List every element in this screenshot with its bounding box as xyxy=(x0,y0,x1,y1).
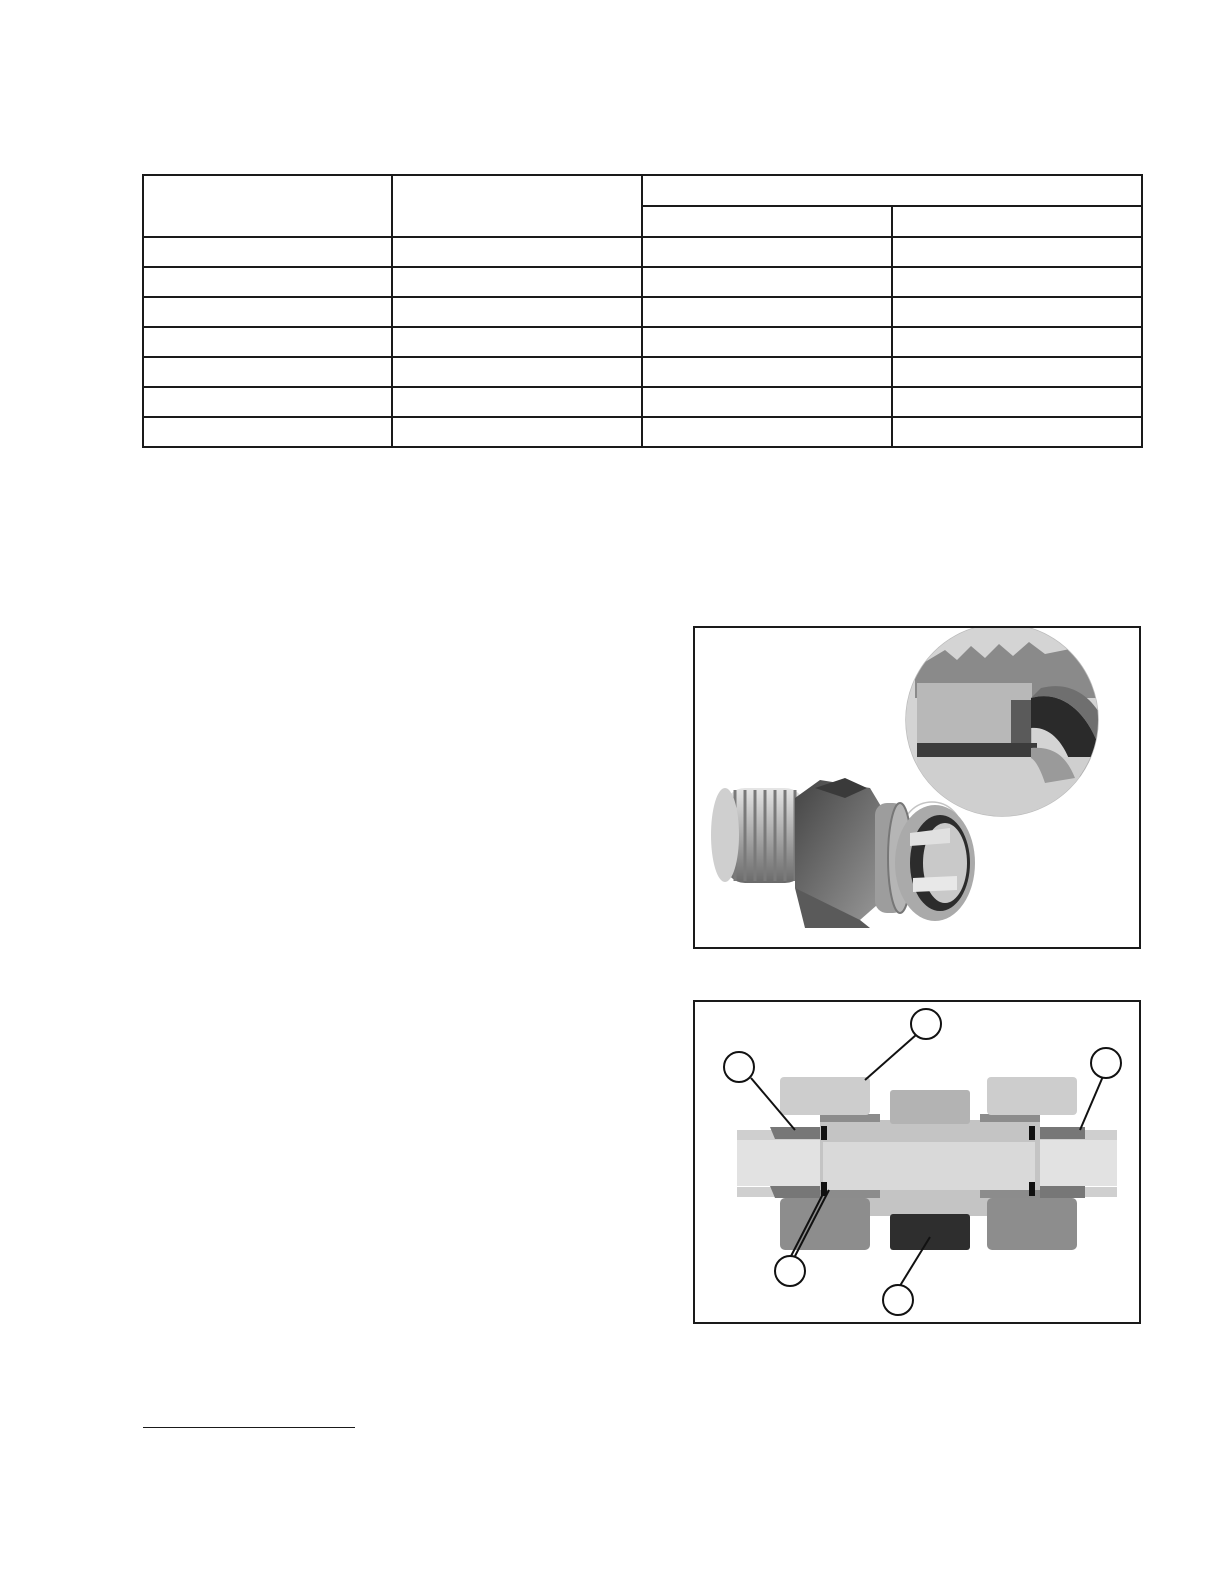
callout-1 xyxy=(724,1052,754,1082)
table-cell xyxy=(392,387,642,417)
table-row xyxy=(143,357,1142,387)
body-hex-top xyxy=(890,1090,970,1124)
table-cell xyxy=(143,327,392,357)
table-cell xyxy=(892,297,1142,327)
table-cell xyxy=(642,297,892,327)
magnified-inset xyxy=(895,628,1117,828)
table-cell xyxy=(392,267,642,297)
table-cell xyxy=(642,417,892,447)
subheader-cell xyxy=(892,206,1142,237)
table-cell xyxy=(143,357,392,387)
cross-section-illustration xyxy=(695,1002,1139,1322)
footnote-rule xyxy=(143,1427,355,1428)
fitting-body xyxy=(711,778,975,928)
table-cell xyxy=(392,357,642,387)
table-row xyxy=(143,267,1142,297)
callout-2 xyxy=(911,1009,941,1039)
table-cell xyxy=(892,417,1142,447)
table-cell xyxy=(892,267,1142,297)
table-cell xyxy=(392,417,642,447)
table-row xyxy=(143,417,1142,447)
nut-bottom-right xyxy=(987,1198,1077,1250)
table-cell xyxy=(892,357,1142,387)
table-cell xyxy=(642,327,892,357)
table-cell xyxy=(642,237,892,267)
nut-top-right xyxy=(987,1077,1077,1115)
table-cell xyxy=(892,327,1142,357)
spec-table xyxy=(142,174,1143,448)
table-row xyxy=(143,297,1142,327)
table-cell xyxy=(642,357,892,387)
ferrule-bottom-left xyxy=(770,1186,820,1198)
table-cell xyxy=(642,387,892,417)
header-cell xyxy=(392,175,642,237)
table-cell xyxy=(892,237,1142,267)
header-cell xyxy=(143,175,392,237)
callout-3 xyxy=(1091,1048,1121,1078)
seal-top-right xyxy=(1029,1126,1035,1140)
table-cell xyxy=(642,267,892,297)
fitting-figure xyxy=(693,626,1141,949)
table-cell xyxy=(143,267,392,297)
table-cell xyxy=(143,237,392,267)
table-cell xyxy=(392,237,642,267)
nut-bottom-left xyxy=(780,1198,870,1250)
seal-top-left xyxy=(821,1126,827,1140)
header-cell xyxy=(642,175,1142,206)
seal-bottom-right xyxy=(1029,1182,1035,1196)
table-row xyxy=(143,387,1142,417)
table-cell xyxy=(143,417,392,447)
callout-4 xyxy=(775,1256,805,1286)
callout-5 xyxy=(883,1285,913,1315)
fitting-illustration xyxy=(695,628,1139,947)
cross-section-figure xyxy=(693,1000,1141,1324)
table-cell xyxy=(143,387,392,417)
table-cell xyxy=(392,297,642,327)
body-hex-bottom xyxy=(890,1214,970,1250)
table-row xyxy=(143,237,1142,267)
table-row xyxy=(143,327,1142,357)
table-header-row xyxy=(143,175,1142,206)
ferrule-top-right xyxy=(1040,1127,1085,1139)
ferrule-bottom-right xyxy=(1040,1186,1085,1198)
nut-top-left xyxy=(780,1077,870,1115)
table-cell xyxy=(143,297,392,327)
table-cell xyxy=(392,327,642,357)
table-cell xyxy=(892,387,1142,417)
subheader-cell xyxy=(642,206,892,237)
